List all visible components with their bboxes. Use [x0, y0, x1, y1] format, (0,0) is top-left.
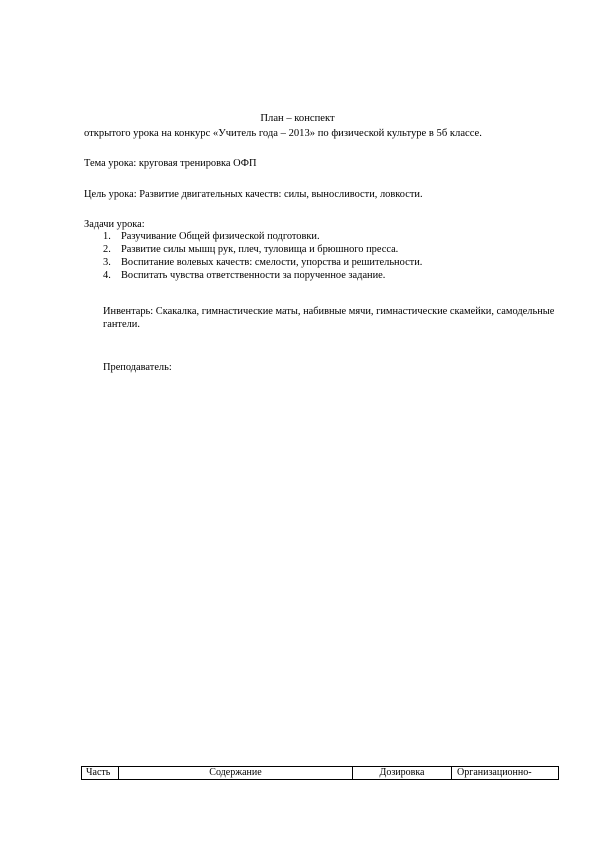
table-header-cell: Часть	[82, 767, 119, 779]
list-item-number: 2.	[103, 244, 111, 255]
list-item-text: Воспитать чувства ответственности за порученное задание.	[121, 270, 386, 281]
table-header-cell: Дозировка	[353, 767, 452, 779]
list-item	[103, 244, 422, 257]
list-item-number: 3.	[103, 257, 111, 268]
list-item-number: 4.	[103, 270, 111, 281]
teacher-label: Преподаватель:	[103, 362, 172, 373]
list-item	[103, 257, 422, 270]
list-item-text: Воспитание волевых качеств: смелости, упорства и решительности.	[121, 257, 423, 268]
lesson-theme: Тема урока: круговая тренировка ОФП	[84, 158, 257, 169]
list-item-number: 1.	[103, 231, 111, 242]
lesson-goal: Цель урока: Развитие двигательных качеств: силы, выносливости, ловкости.	[84, 189, 423, 200]
document-title: План – конспект	[260, 113, 335, 124]
list-item	[103, 231, 422, 244]
tasks-heading: Задачи урока:	[84, 219, 145, 230]
table-header-cell: Содержание	[119, 767, 353, 779]
lesson-plan-table-header	[81, 766, 559, 780]
list-item-text: Разучивание Общей физической подготовки.	[121, 231, 320, 242]
task-list	[103, 231, 422, 283]
document-subtitle: открытого урока на конкурс «Учитель года – 2013» по физической культуре в 5б классе.	[84, 128, 482, 139]
list-item-text: Развитие силы мышц рук, плеч, туловища и брюшного пресса.	[121, 244, 399, 255]
inventory-text: Инвентарь: Скакалка, гимнастические маты, набивные мячи, гимнастические скамейки, самодельные гантели.	[103, 306, 555, 330]
list-item	[103, 270, 422, 283]
table-header-cell: Организационно-	[457, 767, 532, 778]
